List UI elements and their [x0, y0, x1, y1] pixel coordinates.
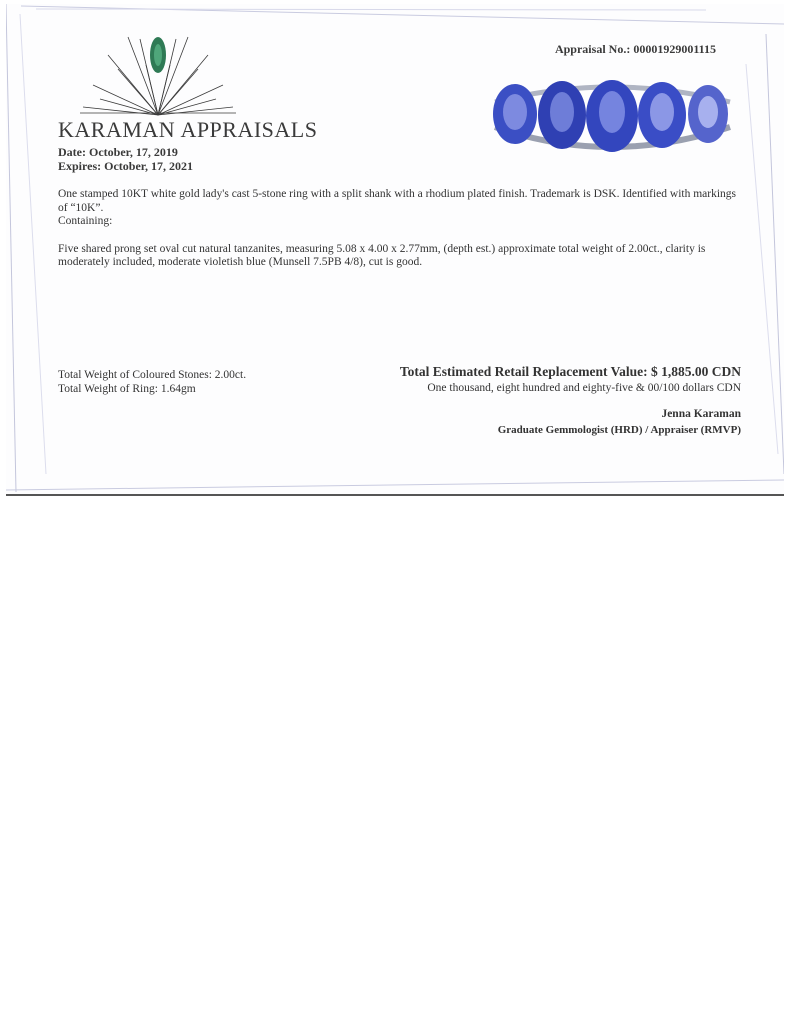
value-in-words: One thousand, eight hundred and eighty-five & 00/100 dollars CDN — [427, 382, 741, 394]
appraisal-number — [555, 42, 716, 57]
tanzanite-ring-photo — [490, 72, 735, 167]
item-description — [58, 188, 738, 270]
appraisal-number-value: 00001929001115 — [633, 42, 716, 56]
ring-description: One stamped 10KT white gold lady's cast 5-stone ring with a split shank with a rhodium plated finish. Trademark is DSK. Identified with markings of “10K”. — [58, 188, 737, 214]
appraisal-number-label: Appraisal No.: — [554, 42, 631, 56]
brand-name — [58, 117, 317, 143]
appraiser-name: Jenna Karaman — [661, 408, 741, 420]
ring-weight: Total Weight of Ring: 1.64gm — [58, 383, 196, 395]
emerald-leaf-burst-icon — [78, 35, 238, 117]
replacement-value: Total Estimated Retail Replacement Value: $ 1,885.00 CDN — [399, 364, 741, 379]
dates-block — [58, 145, 193, 173]
containing-label: Containing: — [58, 215, 113, 227]
weights-block — [58, 368, 246, 396]
expiry-date: Expires: October, 17, 2021 — [58, 159, 193, 173]
coloured-stones-weight: Total Weight of Coloured Stones: 2.00ct. — [58, 369, 247, 381]
brand-name-first: KARAMAN — [58, 117, 176, 142]
brand-name-second: APPRAISALS — [180, 117, 318, 142]
valuation-block — [400, 364, 741, 436]
appraiser-title: Graduate Gemmologist (HRD) / Appraiser (RMVP) — [497, 424, 741, 436]
issue-date: Date: October, 17, 2019 — [58, 145, 178, 159]
stones-description: Five shared prong set oval cut natural tanzanites, measuring 5.08 x 4.00 x 2.77mm, (depth est.) approximate total weight of 2.00ct., clarity is moderately included, moderate violetish blue (Munsell 7.5PB 4/8), cut is good. — [58, 242, 706, 268]
